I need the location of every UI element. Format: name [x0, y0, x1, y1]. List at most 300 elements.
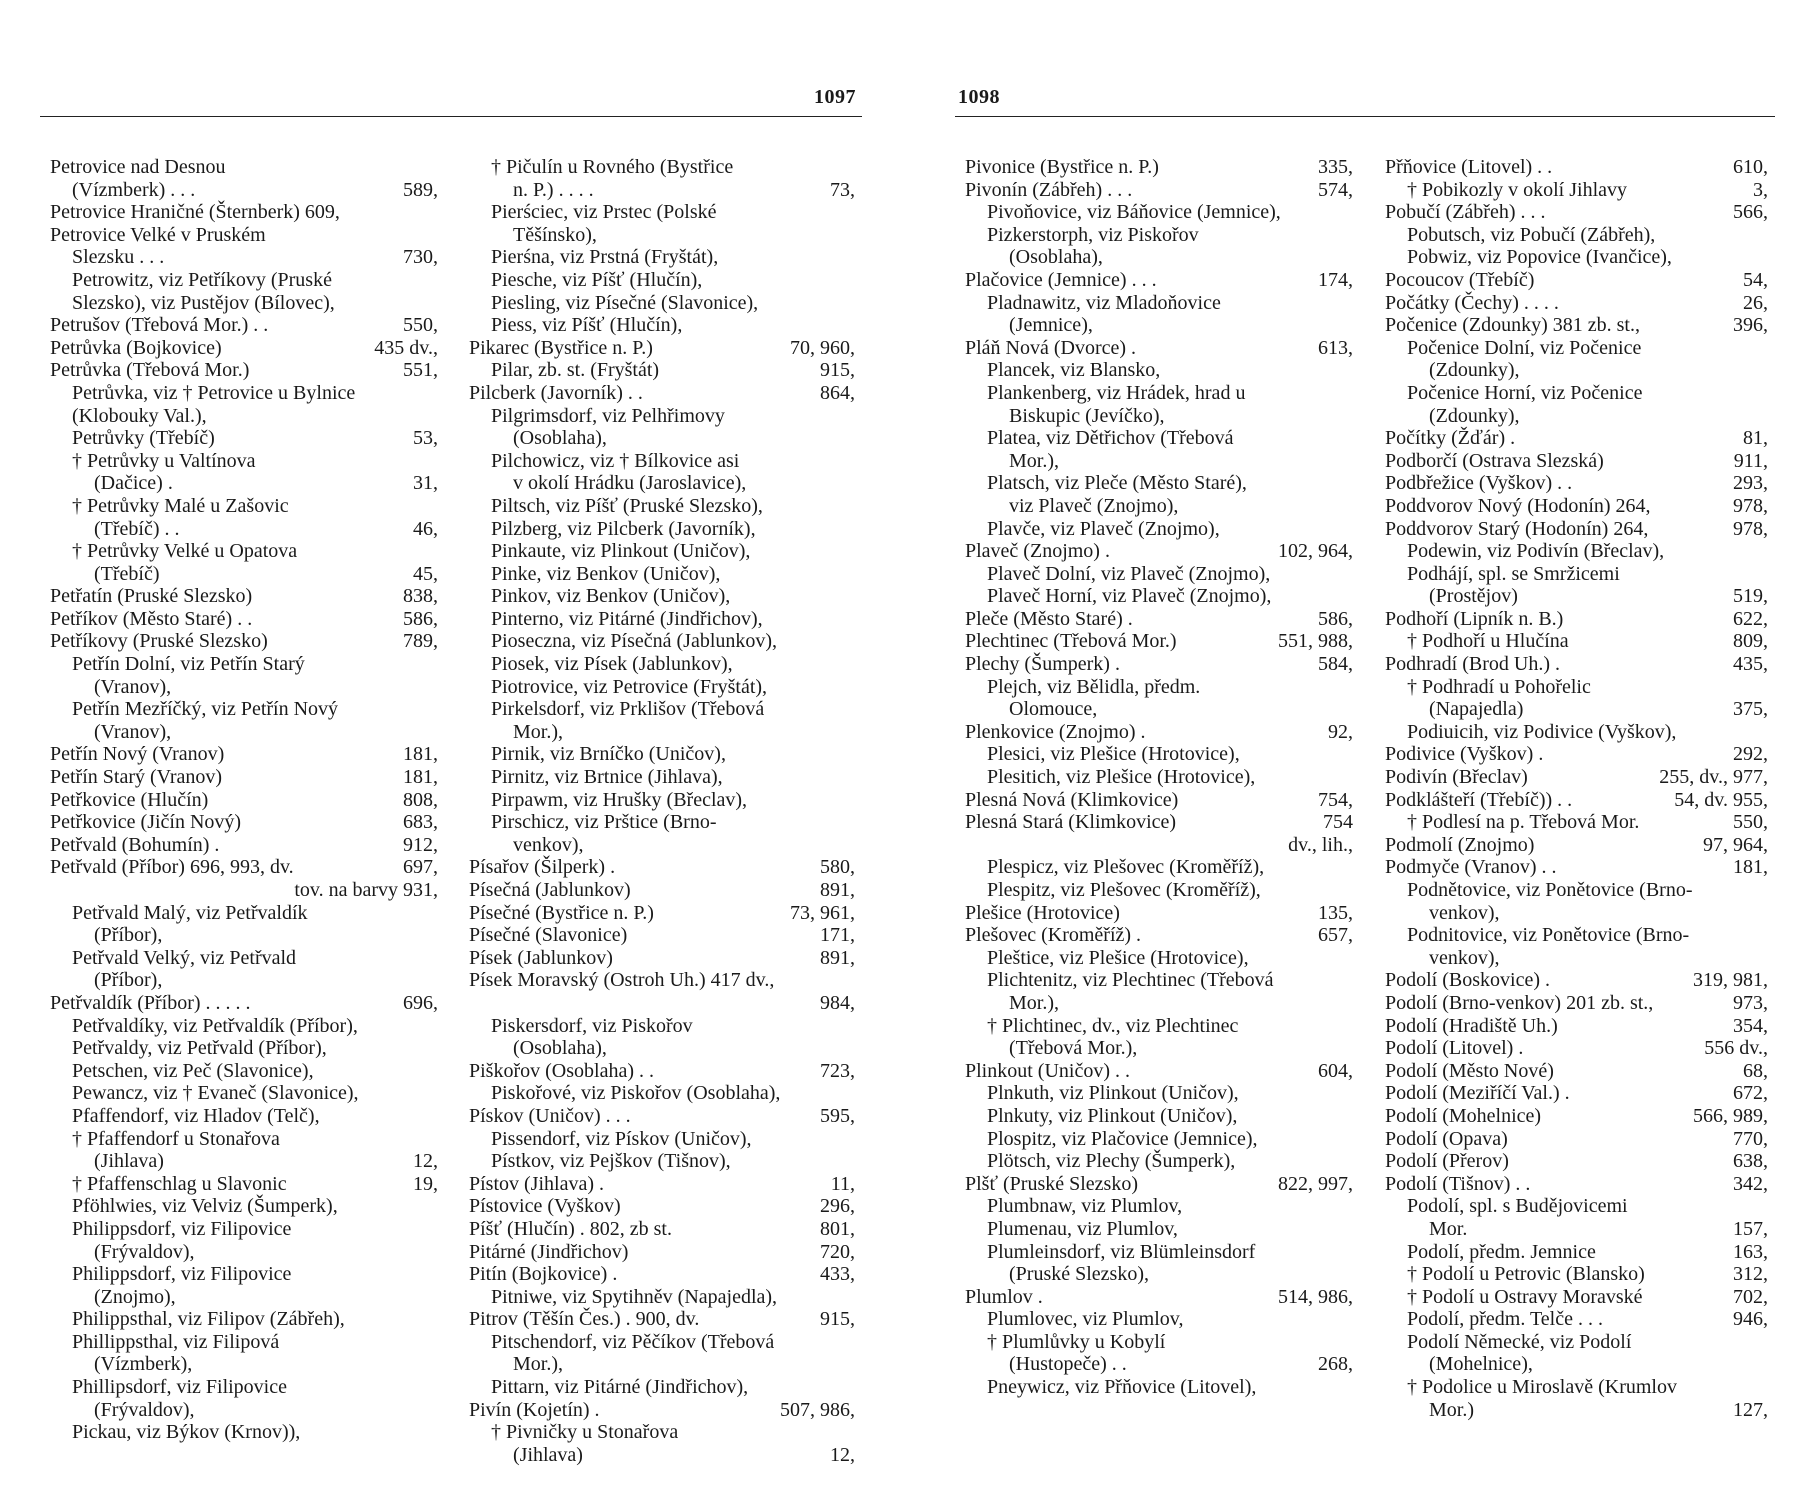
entry-page-ref: 268, — [1318, 1353, 1353, 1376]
entry-page-ref: 97, 964, — [1703, 833, 1768, 856]
entry-text: Plinkout (Uničov) . . — [965, 1059, 1130, 1082]
entry-page-ref: 312, — [1733, 1263, 1768, 1286]
entry-text: (Frývaldov), — [94, 1398, 195, 1421]
index-entry — [1385, 585, 1768, 608]
entry-text: Podolí (Hradiště Uh.) — [1385, 1014, 1558, 1037]
index-entry — [469, 879, 855, 902]
index-entry — [1385, 1173, 1768, 1196]
index-entry — [50, 1353, 438, 1376]
index-entry — [1385, 246, 1768, 269]
entry-text: Pickau, viz Býkov (Krnov)), — [72, 1421, 301, 1444]
entry-page-ref: 730, — [403, 246, 438, 269]
entry-text: Plesitich, viz Plešice (Hrotovice), — [987, 766, 1256, 789]
entry-text: Pleče (Město Staré) . — [965, 607, 1133, 630]
entry-page-ref: 723, — [820, 1059, 855, 1082]
entry-text: † Podhradí u Pohořelic — [1407, 675, 1591, 698]
index-entry — [965, 1060, 1353, 1083]
entry-text: Plumlovec, viz Plumlov, — [987, 1308, 1184, 1331]
index-entry — [469, 630, 855, 653]
index-entry — [965, 314, 1353, 337]
entry-page-ref: 613, — [1318, 336, 1353, 359]
index-entry — [50, 653, 438, 676]
entry-page-ref: 864, — [820, 381, 855, 404]
index-entry — [50, 992, 438, 1015]
index-entry — [965, 924, 1353, 947]
entry-page-ref: 720, — [820, 1240, 855, 1263]
index-entry — [469, 246, 855, 269]
entry-text: Pinkov, viz Benkov (Uničov), — [491, 585, 731, 608]
entry-page-ref: 342, — [1733, 1172, 1768, 1195]
index-entry — [469, 1353, 855, 1376]
entry-text: Piotrovice, viz Petrovice (Fryštát), — [491, 675, 768, 698]
entry-text: Pláň Nová (Dvorce) . — [965, 336, 1137, 359]
entry-text: † Petrůvky u Valtínova — [72, 449, 256, 472]
index-entry — [50, 1218, 438, 1241]
entry-text: Plaveč Horní, viz Plaveč (Znojmo), — [987, 585, 1272, 608]
index-entry — [469, 382, 855, 405]
index-entry — [965, 540, 1353, 563]
entry-text: Poddvorov Starý (Hodonín) 264, — [1385, 517, 1649, 540]
entry-page-ref: 92, — [1328, 720, 1353, 743]
entry-page-ref: 808, — [403, 788, 438, 811]
entry-text: Podolí (Tišnov) . . — [1385, 1172, 1531, 1195]
index-entry — [50, 924, 438, 947]
index-entry — [50, 1308, 438, 1331]
index-entry — [50, 743, 438, 766]
entry-text: (Vízmberk) . . . — [72, 178, 196, 201]
entry-text: Mor.), — [1009, 449, 1059, 472]
entry-text: Biskupic (Jevíčko), — [1009, 404, 1165, 427]
index-entry — [50, 1376, 438, 1399]
index-entry — [469, 811, 855, 834]
entry-text: † Pfaffenschlag u Slavonic — [72, 1172, 287, 1195]
index-entry — [50, 721, 438, 744]
entry-text: Phillipsdorf, viz Filipovice — [72, 1376, 287, 1399]
index-entry — [469, 653, 855, 676]
index-entry — [1385, 359, 1768, 382]
entry-text: (Frývaldov), — [94, 1240, 195, 1263]
entry-text: Plötsch, viz Plechy (Šumperk), — [987, 1150, 1236, 1173]
entry-text: Petrůvka, viz † Petrovice u Bylnice — [72, 381, 356, 404]
index-entry — [469, 1218, 855, 1241]
index-entry — [965, 292, 1353, 315]
index-entry — [965, 156, 1353, 179]
entry-page-ref: 26, — [1743, 291, 1768, 314]
index-entry — [1385, 179, 1768, 202]
index-entry — [469, 269, 855, 292]
index-entry — [50, 495, 438, 518]
index-entry — [50, 834, 438, 857]
index-entry — [1385, 947, 1768, 970]
index-entry — [50, 630, 438, 653]
entry-text: Pivín (Kojetín) . — [469, 1398, 600, 1421]
entry-page-ref: 54, — [1743, 268, 1768, 291]
entry-text: Mor.), — [513, 720, 563, 743]
entry-text: Plenkovice (Znojmo) . — [965, 720, 1146, 743]
index-entry — [469, 179, 855, 202]
index-entry — [1385, 472, 1768, 495]
entry-text: Pinkaute, viz Plinkout (Uničov), — [491, 540, 751, 563]
entry-text: † Podolí u Ostravy Moravské — [1407, 1285, 1643, 1308]
index-entry — [965, 1082, 1353, 1105]
index-entry — [965, 337, 1353, 360]
index-entry — [1385, 337, 1768, 360]
index-entry — [469, 359, 855, 382]
entry-page-ref: 550, — [1733, 811, 1768, 834]
entry-page-ref: 12, — [413, 1150, 438, 1173]
entry-text: Plešice (Hrotovice) — [965, 901, 1120, 924]
index-entry — [965, 1263, 1353, 1286]
entry-page-ref: 68, — [1743, 1059, 1768, 1082]
entry-text: Petrůvka (Bojkovice) — [50, 336, 222, 359]
entry-text: Phillippsthal, viz Filipová — [72, 1330, 280, 1353]
index-entry — [469, 902, 855, 925]
index-entry — [1385, 608, 1768, 631]
entry-text: (Vranov), — [94, 675, 172, 698]
index-entry — [469, 1376, 855, 1399]
entry-text: Slezsko), viz Pustějov (Bílovec), — [72, 291, 335, 314]
index-entry — [965, 902, 1353, 925]
entry-text: Petřín Starý (Vranov) — [50, 766, 223, 789]
index-entry — [469, 337, 855, 360]
entry-text: Plnkuty, viz Plinkout (Uničov), — [987, 1104, 1238, 1127]
index-entry — [1385, 856, 1768, 879]
entry-text: Podewin, viz Podivín (Břeclav), — [1407, 540, 1665, 563]
entry-page-ref: 163, — [1733, 1240, 1768, 1263]
index-entry — [469, 608, 855, 631]
entry-text: Pleštice, viz Plešice (Hrotovice), — [987, 946, 1249, 969]
left-page-number: 1097 — [814, 86, 856, 108]
index-entry — [50, 856, 438, 879]
entry-page-ref: 580, — [820, 856, 855, 879]
entry-text: Plechy (Šumperk) . — [965, 653, 1120, 676]
index-entry — [50, 608, 438, 631]
entry-page-ref: 696, — [403, 991, 438, 1014]
entry-text: Pinke, viz Benkov (Uničov), — [491, 562, 721, 585]
index-entry — [965, 382, 1353, 405]
entry-page-ref: 809, — [1733, 630, 1768, 653]
index-entry — [469, 856, 855, 879]
entry-page-ref: 3, — [1753, 178, 1768, 201]
entry-text: Pikarec (Bystřice n. P.) — [469, 336, 653, 359]
index-entry — [469, 1263, 855, 1286]
entry-page-ref: 135, — [1318, 901, 1353, 924]
entry-page-ref: 672, — [1733, 1082, 1768, 1105]
index-entry — [50, 563, 438, 586]
entry-text: Petrušov (Třebová Mor.) . . — [50, 314, 269, 337]
index-entry — [469, 721, 855, 744]
entry-text: Poddvorov Nový (Hodonín) 264, — [1385, 494, 1651, 517]
index-entry — [50, 1195, 438, 1218]
entry-page-ref: 702, — [1733, 1285, 1768, 1308]
entry-text: Piškořov (Osoblaha) . . — [469, 1059, 654, 1082]
index-entry — [965, 1173, 1353, 1196]
entry-text: Philippsthal, viz Filipov (Zábřeh), — [72, 1308, 345, 1331]
entry-text: (Třebová Mor.), — [1009, 1037, 1138, 1060]
entry-text: Pierśna, viz Prstná (Fryštát), — [491, 246, 719, 269]
entry-text: Pobwiz, viz Popovice (Ivančice), — [1407, 246, 1672, 269]
index-entry — [50, 1128, 438, 1151]
index-entry — [469, 969, 855, 992]
entry-page-ref: 73, — [830, 178, 855, 201]
entry-text: (Osoblaha), — [1009, 246, 1103, 269]
index-column-3 — [965, 156, 1353, 1399]
entry-text: Plespitz, viz Plešovec (Kroměříž), — [987, 879, 1261, 901]
index-entry — [50, 585, 438, 608]
entry-page-ref: 801, — [820, 1217, 855, 1240]
entry-page-ref: 586, — [1318, 607, 1353, 630]
index-entry — [50, 314, 438, 337]
index-entry — [469, 563, 855, 586]
index-entry — [50, 201, 438, 224]
entry-text: Pobutsch, viz Pobučí (Zábřeh), — [1407, 223, 1656, 246]
index-entry — [1385, 1331, 1768, 1354]
entry-page-ref: 375, — [1733, 698, 1768, 721]
entry-page-ref: 584, — [1318, 653, 1353, 676]
entry-text: Pittarn, viz Pitárné (Jindřichov), — [491, 1376, 749, 1399]
index-entry — [50, 1286, 438, 1309]
index-entry — [50, 292, 438, 315]
entry-page-ref: 697, — [403, 856, 438, 879]
entry-text: Piskersdorf, viz Piskořov — [491, 1014, 693, 1037]
index-entry — [50, 879, 438, 902]
index-entry — [469, 992, 855, 1015]
entry-text: Pivonice (Bystřice n. P.) — [965, 156, 1159, 178]
entry-text: Petřkovice (Jičín Nový) — [50, 811, 242, 834]
index-entry — [469, 1444, 855, 1467]
index-entry — [1385, 743, 1768, 766]
entry-text: Pilgrimsdorf, viz Pelhřimovy — [491, 404, 725, 427]
entry-page-ref: 396, — [1733, 314, 1768, 337]
entry-text: Pissendorf, viz Pískov (Uničov), — [491, 1127, 752, 1150]
entry-page-ref: 638, — [1733, 1150, 1768, 1173]
index-entry — [469, 518, 855, 541]
entry-text: Pilchowicz, viz † Bílkovice asi — [491, 449, 740, 472]
entry-text: Podolí (Mohelnice) — [1385, 1104, 1542, 1127]
index-entry — [469, 201, 855, 224]
entry-text: Podbřežice (Vyškov) . . — [1385, 472, 1573, 495]
entry-text: Pladnawitz, viz Mladoňovice — [987, 291, 1221, 314]
entry-page-ref: 31, — [413, 472, 438, 495]
entry-page-ref: 566, 989, — [1693, 1104, 1768, 1127]
entry-text: Plaveč Dolní, viz Plaveč (Znojmo), — [987, 562, 1271, 585]
entry-text: Petrovice nad Desnou — [50, 156, 226, 178]
index-entry — [469, 1421, 855, 1444]
index-entry — [469, 676, 855, 699]
entry-text: (Třebíč) . . — [94, 517, 180, 540]
index-entry — [469, 495, 855, 518]
entry-text: Piskořové, viz Piskořov (Osoblaha), — [491, 1082, 781, 1105]
entry-text: Plešovec (Kroměříž) . — [965, 924, 1142, 947]
index-entry — [1385, 292, 1768, 315]
entry-page-ref: 45, — [413, 562, 438, 585]
entry-text: Petřatín (Pruské Slezsko) — [50, 585, 253, 608]
index-entry — [469, 1331, 855, 1354]
entry-text: Platea, viz Dětřichov (Třebová — [987, 427, 1234, 450]
entry-text: Pístkov, viz Pejškov (Tišnov), — [491, 1150, 731, 1173]
index-entry — [965, 472, 1353, 495]
entry-text: (Dačice) . — [94, 472, 173, 495]
index-entry — [965, 630, 1353, 653]
index-entry — [965, 495, 1353, 518]
entry-text: Mor.), — [513, 1353, 563, 1376]
index-entry — [1385, 1105, 1768, 1128]
entry-page-ref: 127, — [1733, 1398, 1768, 1421]
entry-text: (Příbor), — [94, 924, 163, 947]
index-entry — [1385, 518, 1768, 541]
entry-text: Petřín Dolní, viz Petřín Starý — [72, 653, 305, 676]
entry-text: Plnkuth, viz Plinkout (Uničov), — [987, 1082, 1239, 1105]
index-entry — [50, 179, 438, 202]
entry-text: Plesici, viz Plešice (Hrotovice), — [987, 743, 1240, 766]
entry-text: Píšť (Hlučín) . 802, zb st. — [469, 1217, 672, 1240]
entry-text: † Podhoří u Hlučína — [1407, 630, 1569, 653]
index-entry — [1385, 1015, 1768, 1038]
entry-text: Písečná (Jablunkov) — [469, 879, 631, 901]
index-entry — [1385, 1128, 1768, 1151]
entry-text: Pitschendorf, viz Pěčíkov (Třebová — [491, 1330, 775, 1353]
entry-text: Pískov (Uničov) . . . — [469, 1104, 631, 1127]
entry-text: Petřín Mezříčký, viz Petřín Nový — [72, 698, 339, 721]
index-entry — [1385, 969, 1768, 992]
entry-page-ref: 319, 981, — [1693, 969, 1768, 992]
index-entry — [469, 834, 855, 857]
entry-page-ref: 519, — [1733, 585, 1768, 608]
index-entry — [965, 224, 1353, 247]
entry-page-ref: 12, — [830, 1443, 855, 1466]
index-entry — [1385, 540, 1768, 563]
index-entry — [965, 834, 1353, 857]
index-entry — [965, 879, 1353, 902]
entry-page-ref: 54, dv. 955, — [1674, 788, 1768, 811]
entry-text: (Napajedla) — [1429, 698, 1524, 721]
index-entry — [50, 1082, 438, 1105]
entry-text: Pitárné (Jindřichov) — [469, 1240, 629, 1263]
entry-text: Philippsdorf, viz Filipovice — [72, 1217, 292, 1240]
index-entry — [50, 382, 438, 405]
index-entry — [965, 1218, 1353, 1241]
index-entry — [469, 743, 855, 766]
entry-text: (Třebíč) — [94, 562, 160, 585]
entry-page-ref: 435, — [1733, 653, 1768, 676]
entry-text: Pilar, zb. st. (Fryštát) — [491, 359, 660, 382]
index-entry — [50, 359, 438, 382]
entry-text: Plumbnaw, viz Plumlov, — [987, 1195, 1183, 1218]
entry-page-ref: 181, — [403, 743, 438, 766]
entry-text: Plumleinsdorf, viz Blümleinsdorf — [987, 1240, 1256, 1263]
entry-text: Písek Moravský (Ostroh Uh.) 417 dv., — [469, 969, 775, 992]
entry-page-ref: 622, — [1733, 607, 1768, 630]
entry-text: Podivice (Vyškov) . — [1385, 743, 1544, 766]
entry-page-ref: 978, — [1733, 494, 1768, 517]
index-entry — [1385, 314, 1768, 337]
entry-page-ref: 70, 960, — [790, 336, 855, 359]
entry-text: (Zdounky), — [1429, 404, 1520, 427]
entry-text: 984, — [820, 991, 855, 1014]
entry-text: Plechtinec (Třebová Mor.) — [965, 630, 1177, 653]
index-entry — [50, 1060, 438, 1083]
entry-text: Písečné (Bystřice n. P.) — [469, 901, 654, 924]
index-entry — [1385, 924, 1768, 947]
entry-text: Plavče, viz Plaveč (Znojmo), — [987, 517, 1220, 540]
entry-page-ref: 915, — [820, 1308, 855, 1331]
entry-text: (Zdounky), — [1429, 359, 1520, 382]
entry-text: Podnitovice, viz Ponětovice (Brno- — [1407, 924, 1690, 947]
index-entry — [1385, 992, 1768, 1015]
entry-page-ref: 915, — [820, 359, 855, 382]
index-entry — [965, 676, 1353, 699]
entry-text: Písařov (Šilperk) . — [469, 856, 616, 879]
entry-text: (Znojmo), — [94, 1285, 176, 1308]
entry-text: Petřvald Velký, viz Petřvald — [72, 946, 297, 969]
entry-text: Pitín (Bojkovice) . — [469, 1263, 618, 1286]
index-entry — [965, 653, 1353, 676]
index-entry — [1385, 834, 1768, 857]
entry-text: Podklášteří (Třebíč)) . . — [1385, 788, 1573, 811]
entry-page-ref: 978, — [1733, 517, 1768, 540]
index-entry — [50, 969, 438, 992]
index-entry — [965, 1286, 1353, 1309]
index-entry — [1385, 1195, 1768, 1218]
index-entry — [50, 337, 438, 360]
index-entry — [1385, 563, 1768, 586]
index-entry — [469, 924, 855, 947]
index-entry — [965, 811, 1353, 834]
index-entry — [965, 766, 1353, 789]
entry-page-ref: 911, — [1733, 449, 1768, 472]
index-column-4 — [1385, 156, 1768, 1421]
index-entry — [469, 766, 855, 789]
entry-text: † Podlesí na p. Třebová Mor. — [1407, 811, 1640, 834]
entry-page-ref: 754, — [1318, 788, 1353, 811]
index-entry — [965, 969, 1353, 992]
entry-page-ref: 157, — [1733, 1217, 1768, 1240]
index-entry — [50, 427, 438, 450]
entry-text: Petříkov (Město Staré) . . — [50, 607, 253, 630]
entry-text: Podolí (Meziříčí Val.) . — [1385, 1082, 1570, 1105]
entry-text: Počátky (Čechy) . . . . — [1385, 291, 1559, 314]
entry-text: Pitniwe, viz Spytihněv (Napajedla), — [491, 1285, 778, 1308]
entry-text: (Mohelnice), — [1429, 1353, 1533, 1376]
entry-text: Podolí (Opava) — [1385, 1127, 1508, 1150]
index-entry — [50, 1331, 438, 1354]
entry-text: Petřvaldík (Příbor) . . . . . — [50, 991, 251, 1014]
entry-text: Pioseczna, viz Písečná (Jablunkov), — [491, 630, 778, 653]
entry-text: † Plichtinec, dv., viz Plechtinec — [987, 1014, 1239, 1037]
entry-page-ref: 171, — [820, 924, 855, 947]
entry-text: † Pivničky u Stonařova — [491, 1421, 679, 1444]
entry-text: Petrůvka (Třebová Mor.) — [50, 359, 250, 382]
entry-text: † Podolice u Miroslavě (Krumlov — [1407, 1376, 1677, 1399]
entry-text: Plaveč (Znojmo) . — [965, 540, 1110, 563]
index-entry — [50, 269, 438, 292]
left-header-rule — [40, 116, 862, 117]
entry-text: (Osoblaha), — [513, 1037, 607, 1060]
index-entry — [469, 156, 855, 179]
right-page-number: 1098 — [958, 86, 1000, 108]
entry-page-ref: 181, — [403, 766, 438, 789]
entry-page-ref: 891, — [820, 879, 855, 901]
entry-text: Písek (Jablunkov) — [469, 946, 613, 969]
entry-text: n. P.) . . . . — [513, 178, 594, 201]
entry-text: Petřín Nový (Vranov) — [50, 743, 225, 766]
entry-text: Philippsdorf, viz Filipovice — [72, 1263, 292, 1286]
index-entry — [469, 1286, 855, 1309]
index-entry — [469, 1195, 855, 1218]
entry-text: Mor.) — [1429, 1398, 1474, 1421]
entry-text: Plačovice (Jemnice) . . . — [965, 268, 1157, 291]
entry-text: Petřvaldíky, viz Petřvaldík (Příbor), — [72, 1014, 358, 1037]
